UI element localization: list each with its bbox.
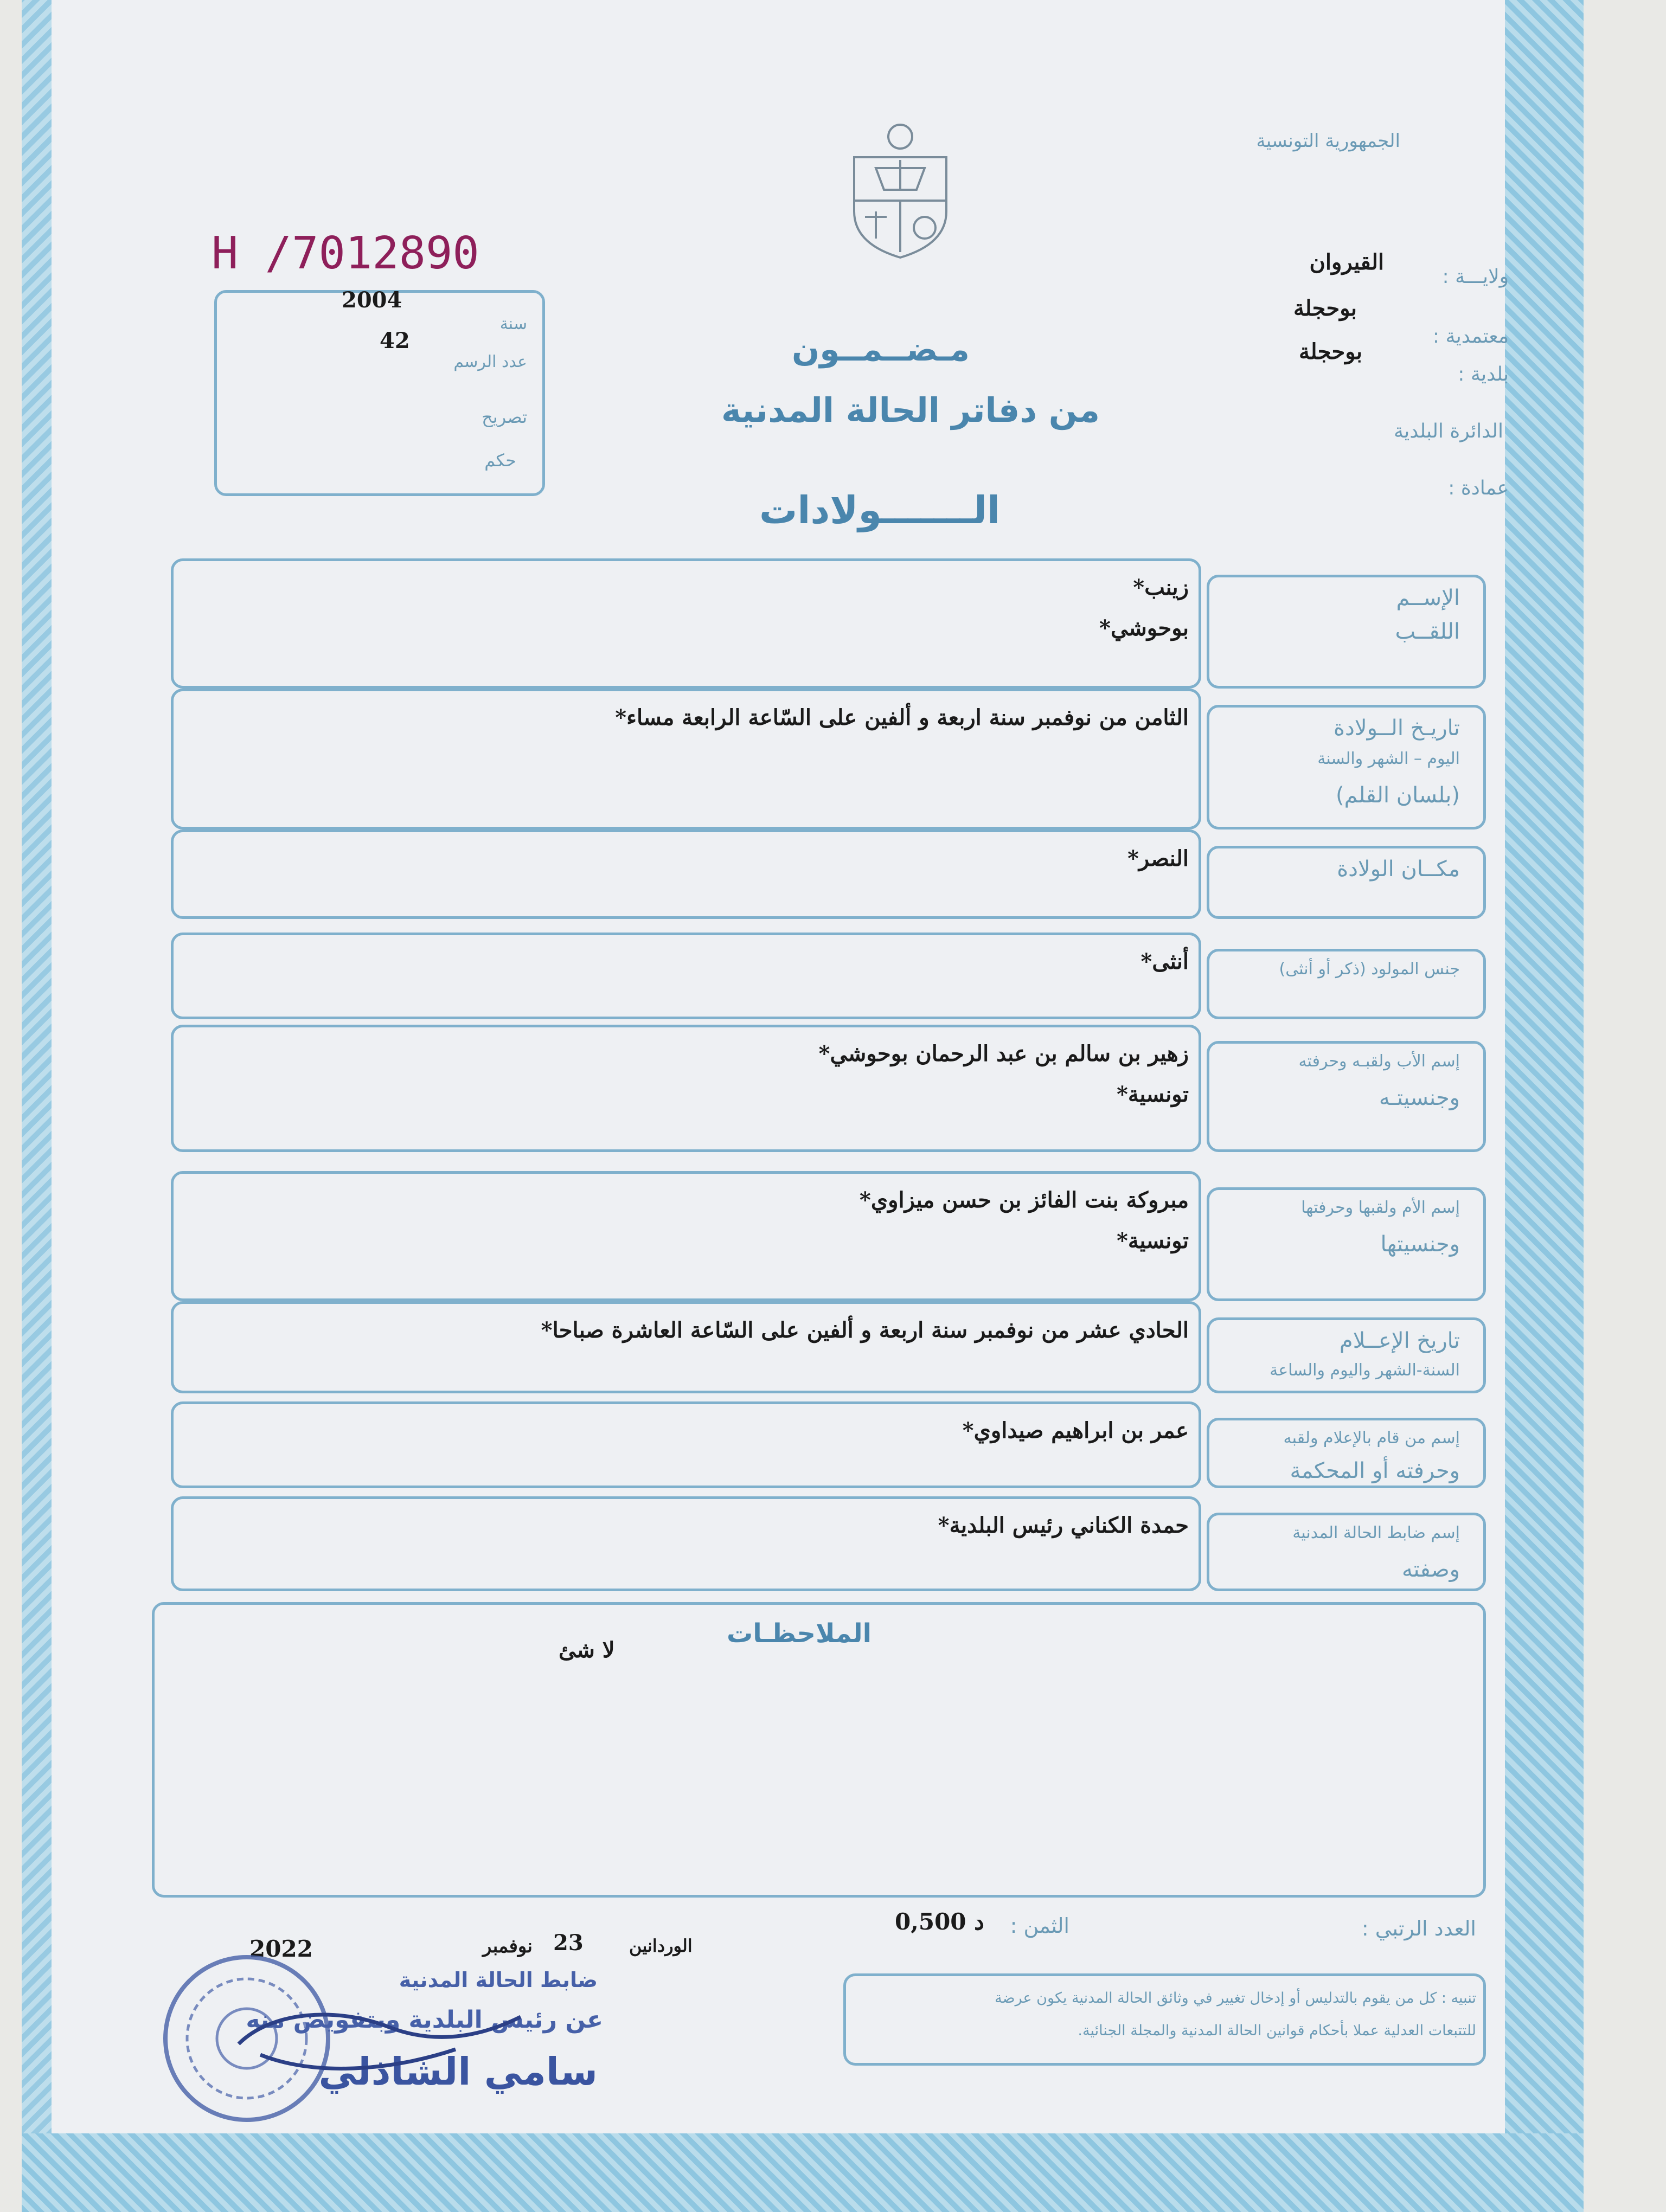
field-value-box <box>171 1301 1201 1393</box>
field-value: مبروكة بنت الفائز بن حسن ميزاوي* <box>859 1187 1189 1213</box>
year-label: سنة <box>499 314 527 333</box>
field-value-box <box>171 1496 1201 1591</box>
price-label: الثمن : <box>1010 1914 1069 1938</box>
issue-day: 23 <box>553 1930 584 1956</box>
decorative-border-bottom <box>22 2133 1584 2212</box>
title-births: الـــــــولادات <box>759 488 1001 532</box>
field-value: النصر* <box>1127 846 1189 871</box>
wilaya-value: القيروان <box>1309 249 1384 275</box>
coat-of-arms-icon <box>843 119 957 260</box>
field-label: إسم الأب ولقبـه وحرفته <box>1298 1052 1460 1071</box>
field-label: وجنسيتها <box>1380 1232 1460 1257</box>
field-value: الثامن من نوفمبر سنة اربعة و ألفين على السّاعة الرابعة مساء* <box>615 705 1189 730</box>
omda-label: عمادة : <box>1448 477 1509 499</box>
field-label: (بلسان القلم) <box>1336 783 1460 808</box>
field-label: تاريخ الإعــلام <box>1339 1328 1460 1353</box>
field-value: زهير بن سالم بن عبد الرحمان بوحوشي* <box>818 1041 1189 1066</box>
warning-line-1: تنبيه : كل من يقوم بالتدليس أو إدخال تغيير في وثائق الحالة المدنية يكون عرضة <box>995 1990 1476 2007</box>
record-number-value: 42 <box>380 328 410 353</box>
field-value: بوحوشي* <box>1099 615 1189 641</box>
field-label: السنة-الشهر واليوم والساعة <box>1270 1361 1460 1380</box>
field-label: وحرفته أو المحكمة <box>1290 1458 1460 1483</box>
field-label: تاريـخ الــولادة <box>1333 716 1460 741</box>
municipality-value: بوحجلة <box>1298 339 1362 364</box>
field-label: إسم الأم ولقبها وحرفتها <box>1301 1198 1460 1217</box>
field-label: اليوم – الشهر والسنة <box>1317 749 1460 768</box>
field-label: اللقــب <box>1395 619 1460 644</box>
issue-place: الوردانين <box>629 1935 693 1956</box>
warning-line-2: للتتبعات العدلية عملا بأحكام قوانين الحالة المدنية والمجلة الجنائية. <box>1078 2022 1476 2039</box>
field-value: الحادي عشر من نوفمبر سنة اربعة و ألفين على السّاعة العاشرة صباحا* <box>541 1317 1189 1343</box>
field-value: حمدة الكناني رئيس البلدية* <box>938 1513 1189 1538</box>
record-number-label: عدد الرسم <box>453 352 527 371</box>
title-extract: مـضــمــون <box>792 331 970 369</box>
field-value-box <box>171 829 1201 919</box>
field-label: جنس المولود (ذكر أو أنثى) <box>1279 960 1460 979</box>
field-value: تونسية* <box>1116 1228 1189 1253</box>
district-label: الدائرة البلدية <box>1393 420 1503 442</box>
field-value: عمر بن ابراهيم صيداوي* <box>962 1418 1189 1443</box>
price-value: 0,500 د <box>895 1908 984 1935</box>
field-label: إسم من قام بالإعلام ولقبه <box>1283 1429 1460 1448</box>
field-label: الإســم <box>1396 586 1460 610</box>
field-value-box <box>171 558 1201 689</box>
delegation-label: معتمدية : <box>1432 325 1509 348</box>
field-label: مكــان الولادة <box>1337 857 1460 882</box>
warning-box <box>843 1973 1486 2066</box>
decorative-border-right <box>1505 0 1584 2212</box>
field-value-box <box>171 1401 1201 1488</box>
stamp-line-2: عن رئيس البلدية وبتفويض منه <box>246 2006 603 2034</box>
remarks-value: لا شئ <box>559 1637 615 1663</box>
year-value: 2004 <box>342 287 402 313</box>
stamp-line-3: سامي الشاذلي <box>318 2049 598 2094</box>
republic-label: الجمهورية التونسية <box>1256 130 1400 152</box>
declaration-label: تصريح <box>482 407 527 427</box>
field-label: وجنسيتـه <box>1379 1085 1460 1110</box>
issue-year: 2022 <box>249 1935 313 1962</box>
issue-month: نوفمبر <box>483 1935 533 1957</box>
field-value: أنثى* <box>1140 949 1189 974</box>
judgment-label: حكم <box>484 450 516 471</box>
field-value: تونسية* <box>1116 1082 1189 1107</box>
stamp-line-1: ضابط الحالة المدنية <box>399 1968 598 1992</box>
serial-number: H /7012890 <box>212 228 479 279</box>
field-value: زينب* <box>1133 575 1189 600</box>
wilaya-label: ولايـــة : <box>1442 266 1509 288</box>
municipality-label: بلدية : <box>1458 363 1509 385</box>
signature-icon <box>228 1995 531 2082</box>
serial-order-label: العدد الرتبي : <box>1361 1917 1476 1940</box>
field-value-box <box>171 933 1201 1019</box>
title-registers: من دفاتر الحالة المدنية <box>721 390 1100 430</box>
field-label: إسم ضابط الحالة المدنية <box>1292 1523 1460 1542</box>
delegation-value: بوحجلة <box>1293 295 1357 321</box>
remarks-label: الملاحظـات <box>727 1618 872 1649</box>
decorative-border-left <box>22 0 52 2212</box>
field-label: وصفته <box>1401 1557 1460 1582</box>
